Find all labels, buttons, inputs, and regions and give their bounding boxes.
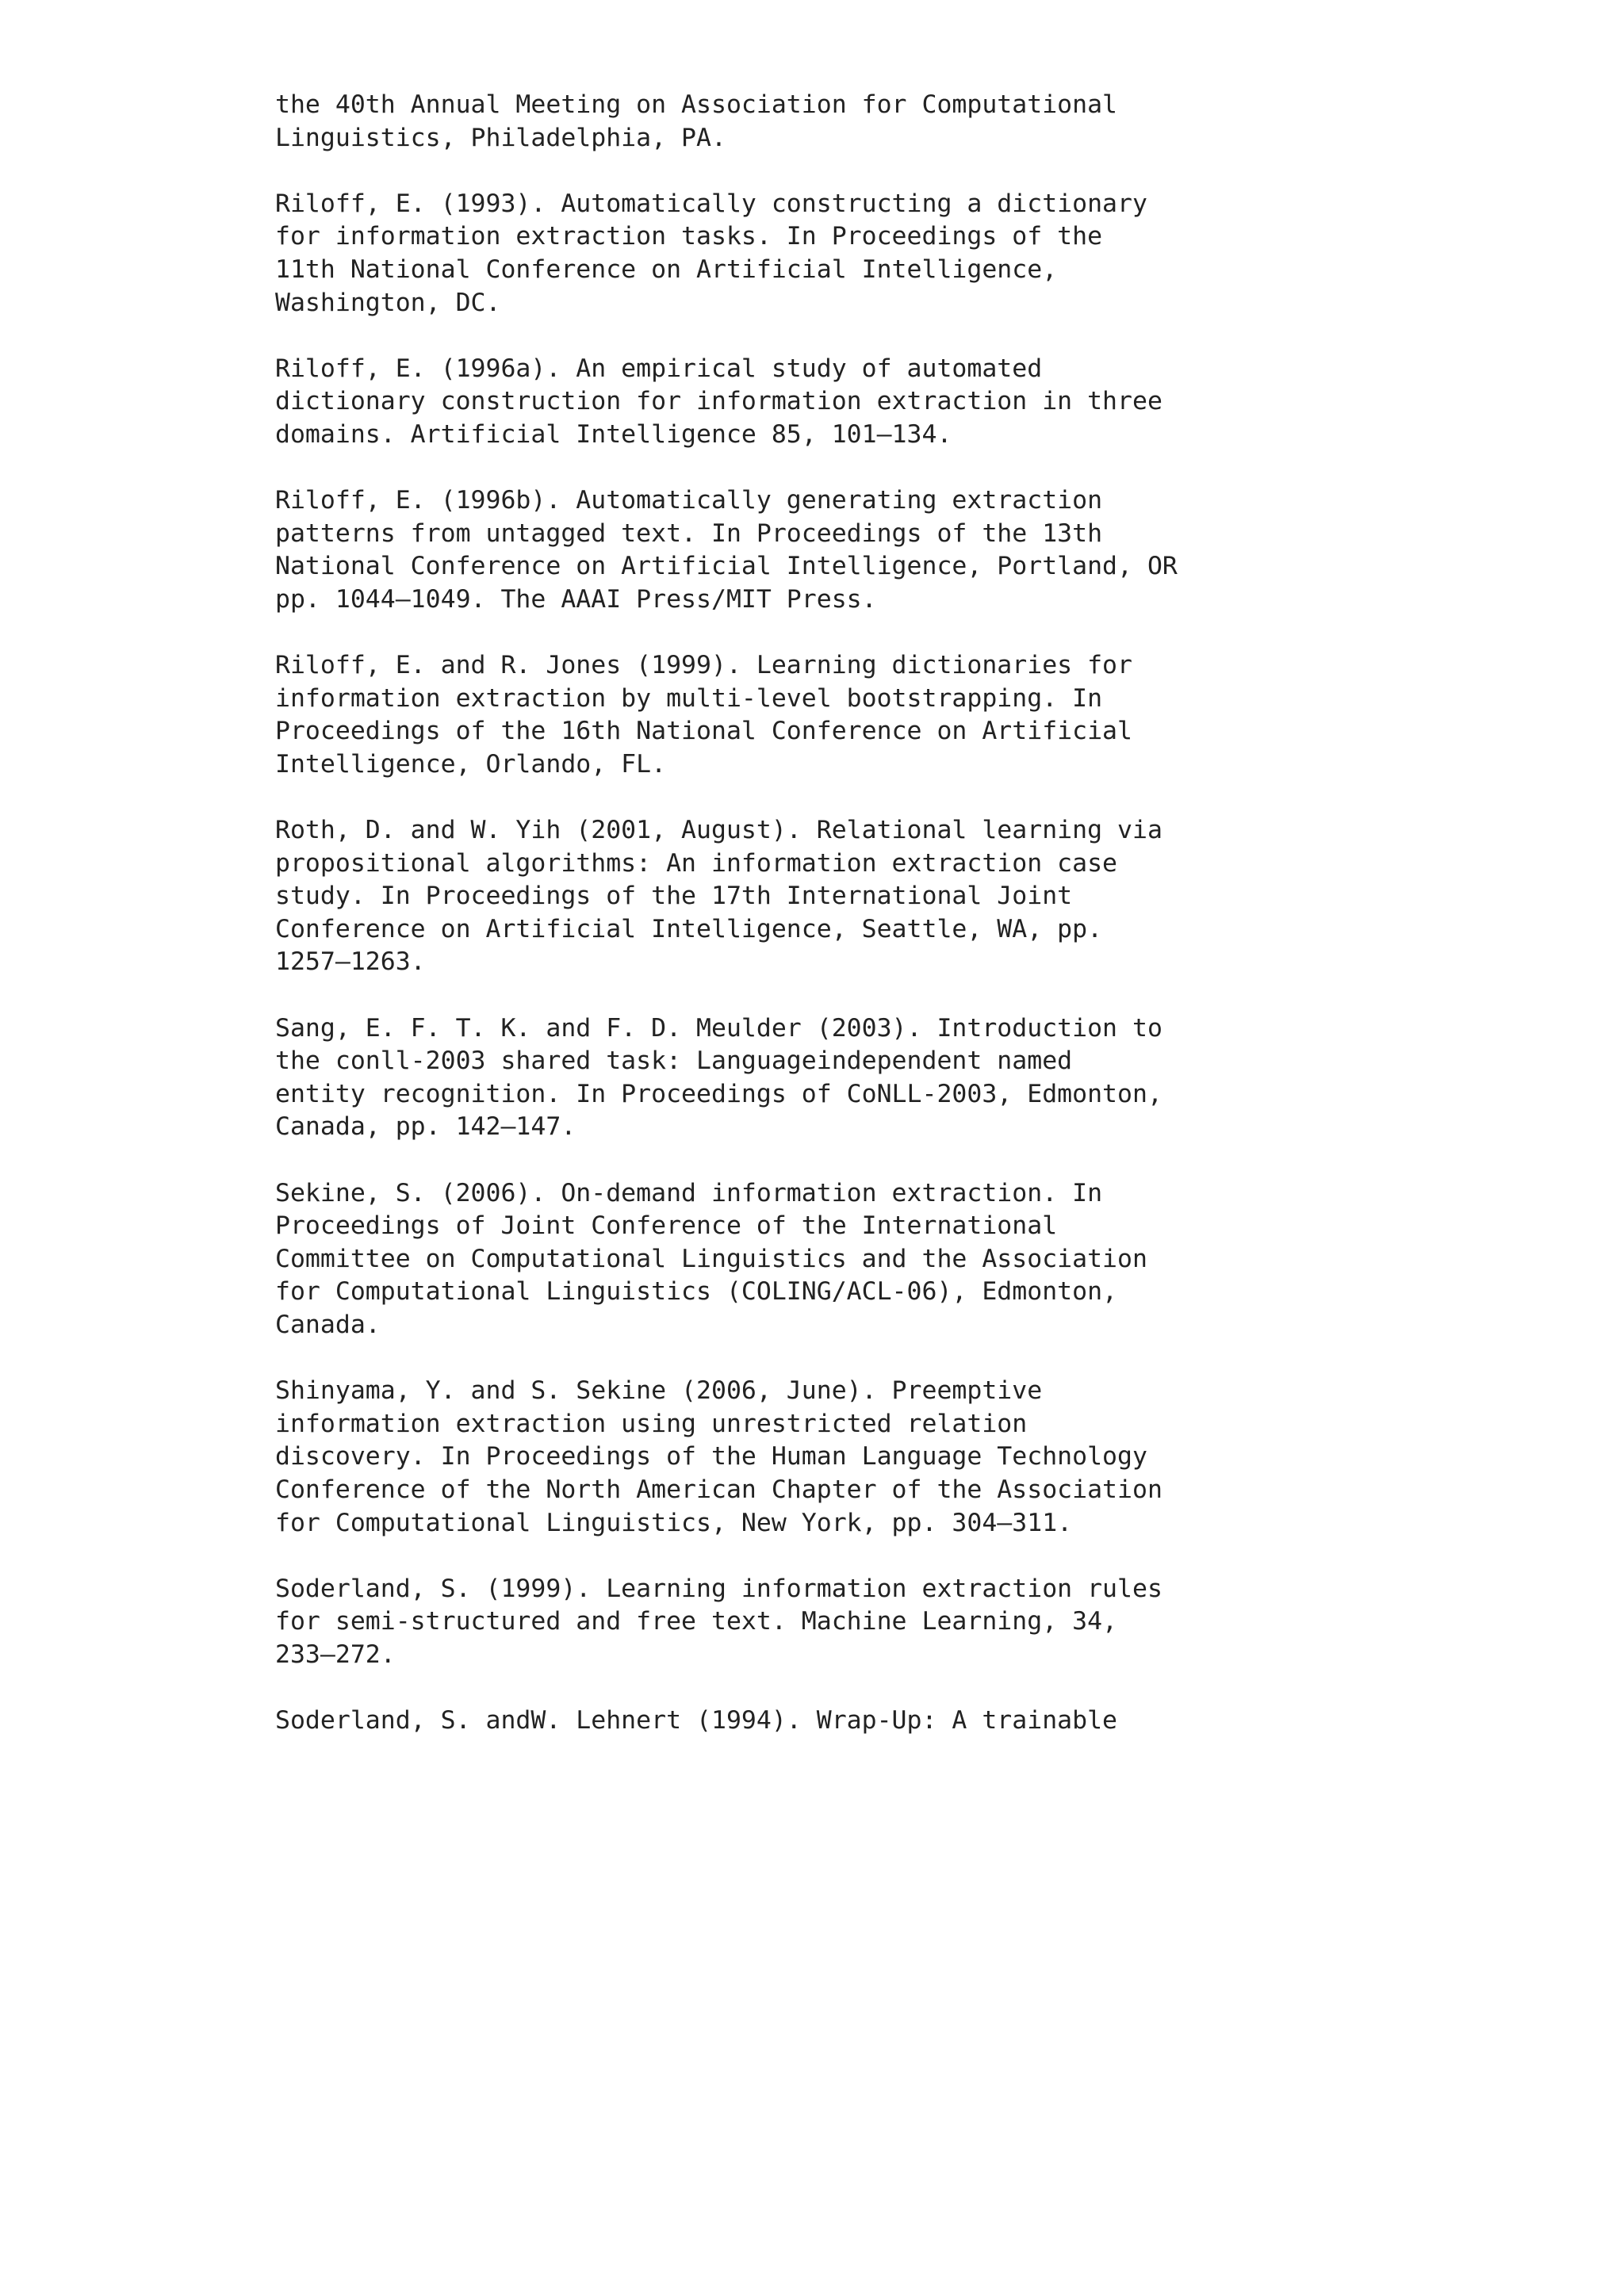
reference-entry (275, 484, 1385, 616)
reference-line: information extraction using unrestricted relation (275, 1409, 1028, 1438)
reference-line: for information extraction tasks. In Proceedings of the (275, 222, 1103, 251)
reference-line: for Computational Linguistics (COLING/ACL-06), Edmonton, (275, 1277, 1118, 1307)
reference-list (275, 89, 1385, 1770)
reference-entry (275, 353, 1385, 452)
reference-line: Proceedings of Joint Conference of the International (275, 1211, 1058, 1241)
reference-line: Conference on Artificial Intelligence, Seattle, WA, pp. (275, 914, 1103, 943)
reference-line: the conll-2003 shared task: Languageindependent named (275, 1047, 1073, 1076)
reference-line: Shinyama, Y. and S. Sekine (2006, June). Preemptive (275, 1376, 1043, 1406)
reference-line: dictionary construction for information extraction in three (275, 387, 1162, 416)
reference-line: 233–272. (275, 1640, 396, 1669)
reference-line: Conference of the North American Chapter of the Association (275, 1475, 1162, 1504)
reference-line: Canada, pp. 142–147. (275, 1112, 576, 1142)
reference-line: 1257–1263. (275, 947, 426, 977)
reference-entry (275, 1375, 1385, 1540)
reference-line: discovery. In Proceedings of the Human Language Technology (275, 1442, 1147, 1471)
reference-line: entity recognition. In Proceedings of CoNLL-2003, Edmonton, (275, 1079, 1162, 1108)
reference-line: propositional algorithms: An information extraction case (275, 848, 1118, 878)
reference-line: Committee on Computational Linguistics and the Association (275, 1244, 1147, 1273)
reference-line: the 40th Annual Meeting on Association for Computational (275, 90, 1118, 119)
reference-line: study. In Proceedings of the 17th International Joint (275, 882, 1073, 911)
reference-line: 11th National Conference on Artificial Intelligence, (275, 254, 1058, 284)
reference-entry (275, 89, 1385, 155)
reference-line: pp. 1044–1049. The AAAI Press/MIT Press. (275, 584, 877, 614)
reference-entry (275, 188, 1385, 320)
reference-line: Riloff, E. (1996b). Automatically generating extraction (275, 486, 1103, 515)
reference-entry (275, 649, 1385, 781)
reference-line: Soderland, S. (1999). Learning information extraction rules (275, 1574, 1162, 1603)
reference-line: for semi-structured and free text. Machine Learning, 34, (275, 1607, 1118, 1636)
reference-line: for Computational Linguistics, New York, pp. 304–311. (275, 1508, 1073, 1537)
reference-line: Proceedings of the 16th National Conference on Artificial (275, 717, 1132, 746)
reference-line: Soderland, S. andW. Lehnert (1994). Wrap-Up: A trainable (275, 1706, 1118, 1735)
reference-line: Linguistics, Philadelphia, PA. (275, 123, 726, 152)
reference-line: Canada. (275, 1310, 381, 1339)
reference-line: Intelligence, Orlando, FL. (275, 749, 667, 779)
reference-entry (275, 1573, 1385, 1672)
reference-line: Sang, E. F. T. K. and F. D. Meulder (2003). Introduction to (275, 1013, 1162, 1043)
reference-line: Riloff, E. (1996a). An empirical study of automated (275, 354, 1043, 383)
reference-line: patterns from untagged text. In Proceedings of the 13th (275, 519, 1103, 548)
reference-line: Roth, D. and W. Yih (2001, August). Relational learning via (275, 816, 1162, 845)
reference-line: Washington, DC. (275, 288, 501, 317)
reference-line: information extraction by multi-level bootstrapping. In (275, 683, 1103, 713)
reference-line: Sekine, S. (2006). On-demand information extraction. In (275, 1178, 1103, 1207)
reference-entry (275, 1177, 1385, 1342)
reference-line: domains. Artificial Intelligence 85, 101–134. (275, 419, 952, 449)
reference-entry (275, 1705, 1385, 1738)
reference-line: Riloff, E. (1993). Automatically constructing a dictionary (275, 189, 1147, 218)
reference-line: Riloff, E. and R. Jones (1999). Learning dictionaries for (275, 651, 1132, 680)
reference-entry (275, 814, 1385, 979)
reference-entry (275, 1012, 1385, 1144)
reference-line: National Conference on Artificial Intelligence, Portland, OR (275, 552, 1178, 581)
